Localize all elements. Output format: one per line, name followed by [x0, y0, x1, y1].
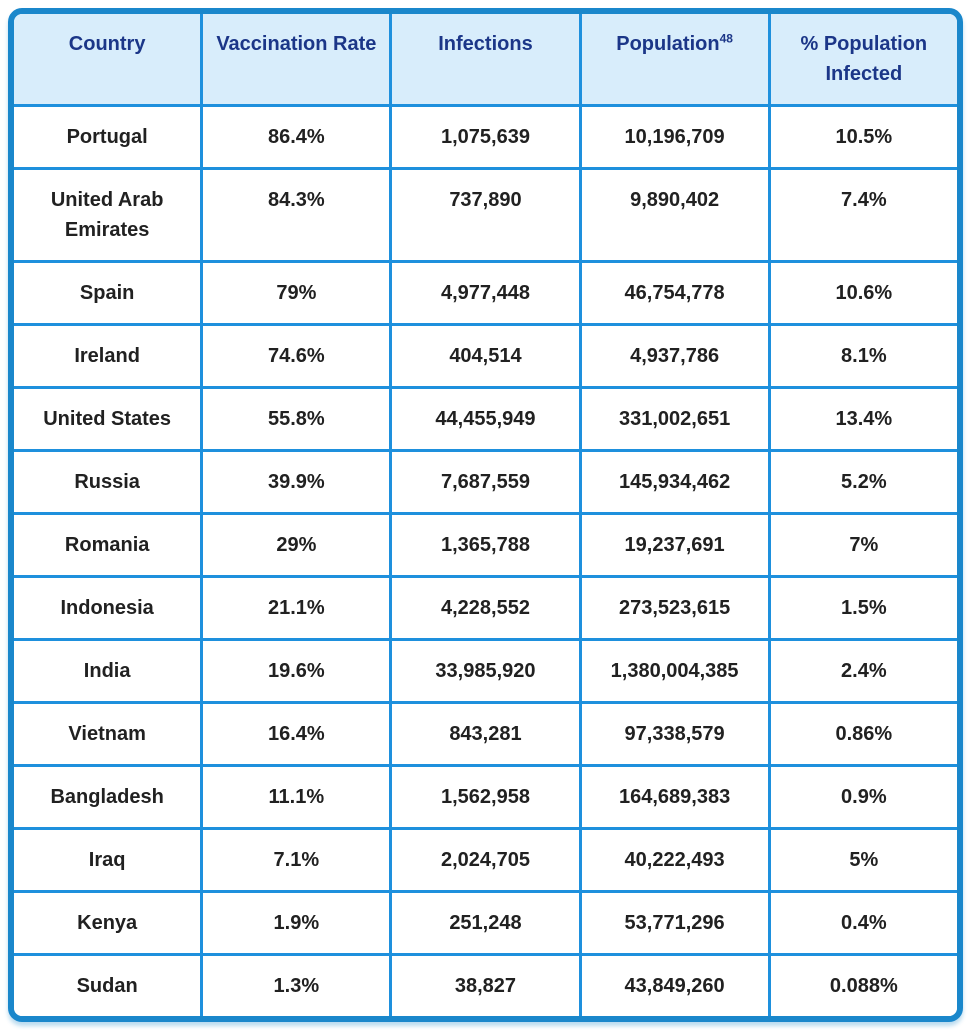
cell-country: Spain	[14, 262, 202, 325]
cell-infections: 4,977,448	[391, 262, 580, 325]
cell-country: Iraq	[14, 829, 202, 892]
cell-population: 19,237,691	[580, 514, 769, 577]
cell-country: Bangladesh	[14, 766, 202, 829]
cell-infections: 404,514	[391, 325, 580, 388]
cell-vaccination-rate: 16.4%	[202, 703, 391, 766]
cell-infections: 251,248	[391, 892, 580, 955]
cell-infections: 7,687,559	[391, 451, 580, 514]
cell-population: 43,849,260	[580, 955, 769, 1017]
column-header-label: Infections	[438, 33, 533, 55]
cell-vaccination-rate: 74.6%	[202, 325, 391, 388]
column-header-label: % Population Infected	[800, 33, 928, 85]
column-header-vaccination-rate	[202, 14, 391, 106]
table-row	[14, 577, 957, 640]
cell-population: 97,338,579	[580, 703, 769, 766]
cell-percent-population-infected: 5.2%	[769, 451, 957, 514]
cell-country: Vietnam	[14, 703, 202, 766]
cell-infections: 843,281	[391, 703, 580, 766]
table-row	[14, 955, 957, 1017]
cell-percent-population-infected: 8.1%	[769, 325, 957, 388]
cell-percent-population-infected: 0.4%	[769, 892, 957, 955]
cell-infections: 1,562,958	[391, 766, 580, 829]
cell-population: 1,380,004,385	[580, 640, 769, 703]
table-row	[14, 262, 957, 325]
cell-country: Kenya	[14, 892, 202, 955]
table-row	[14, 766, 957, 829]
cell-infections: 1,365,788	[391, 514, 580, 577]
table-row	[14, 514, 957, 577]
table-body	[14, 106, 957, 1017]
cell-population: 10,196,709	[580, 106, 769, 169]
table-row	[14, 388, 957, 451]
cell-country: Portugal	[14, 106, 202, 169]
cell-population: 273,523,615	[580, 577, 769, 640]
cell-population: 9,890,402	[580, 169, 769, 262]
column-header-percent-population-infected	[769, 14, 957, 106]
table-row	[14, 325, 957, 388]
covid-vaccination-table	[14, 14, 957, 1016]
cell-population: 53,771,296	[580, 892, 769, 955]
table-row	[14, 451, 957, 514]
cell-population: 40,222,493	[580, 829, 769, 892]
cell-infections: 1,075,639	[391, 106, 580, 169]
table-row	[14, 640, 957, 703]
cell-vaccination-rate: 11.1%	[202, 766, 391, 829]
table-row	[14, 169, 957, 262]
cell-percent-population-infected: 7%	[769, 514, 957, 577]
cell-population: 145,934,462	[580, 451, 769, 514]
cell-country: United States	[14, 388, 202, 451]
column-header-label: Vaccination Rate	[216, 33, 377, 55]
column-header-country	[14, 14, 202, 106]
table-row	[14, 106, 957, 169]
column-header-label: Population	[616, 33, 720, 55]
cell-vaccination-rate: 55.8%	[202, 388, 391, 451]
cell-country: United Arab Emirates	[14, 169, 202, 262]
cell-vaccination-rate: 19.6%	[202, 640, 391, 703]
cell-percent-population-infected: 0.86%	[769, 703, 957, 766]
cell-percent-population-infected: 13.4%	[769, 388, 957, 451]
cell-percent-population-infected: 10.6%	[769, 262, 957, 325]
table-row	[14, 703, 957, 766]
cell-country: Indonesia	[14, 577, 202, 640]
cell-country: Sudan	[14, 955, 202, 1017]
table-header	[14, 14, 957, 106]
table-header-row	[14, 14, 957, 106]
cell-vaccination-rate: 84.3%	[202, 169, 391, 262]
cell-vaccination-rate: 21.1%	[202, 577, 391, 640]
cell-vaccination-rate: 1.9%	[202, 892, 391, 955]
data-table-container	[8, 8, 963, 1022]
cell-vaccination-rate: 79%	[202, 262, 391, 325]
cell-infections: 38,827	[391, 955, 580, 1017]
cell-vaccination-rate: 29%	[202, 514, 391, 577]
cell-vaccination-rate: 1.3%	[202, 955, 391, 1017]
cell-percent-population-infected: 5%	[769, 829, 957, 892]
cell-infections: 4,228,552	[391, 577, 580, 640]
column-header-population	[580, 14, 769, 106]
cell-infections: 33,985,920	[391, 640, 580, 703]
cell-country: Ireland	[14, 325, 202, 388]
cell-infections: 2,024,705	[391, 829, 580, 892]
cell-population: 4,937,786	[580, 325, 769, 388]
cell-population: 331,002,651	[580, 388, 769, 451]
cell-vaccination-rate: 86.4%	[202, 106, 391, 169]
cell-vaccination-rate: 39.9%	[202, 451, 391, 514]
cell-percent-population-infected: 0.9%	[769, 766, 957, 829]
column-header-label: Country	[68, 33, 146, 55]
cell-population: 164,689,383	[580, 766, 769, 829]
cell-percent-population-infected: 0.088%	[769, 955, 957, 1017]
cell-percent-population-infected: 7.4%	[769, 169, 957, 262]
column-header-infections	[391, 14, 580, 106]
cell-infections: 44,455,949	[391, 388, 580, 451]
cell-country: India	[14, 640, 202, 703]
cell-country: Russia	[14, 451, 202, 514]
table-row	[14, 892, 957, 955]
cell-vaccination-rate: 7.1%	[202, 829, 391, 892]
cell-infections: 737,890	[391, 169, 580, 262]
footnote-reference: 48	[719, 31, 733, 46]
cell-country: Romania	[14, 514, 202, 577]
cell-percent-population-infected: 2.4%	[769, 640, 957, 703]
table-row	[14, 829, 957, 892]
cell-percent-population-infected: 1.5%	[769, 577, 957, 640]
cell-population: 46,754,778	[580, 262, 769, 325]
cell-percent-population-infected: 10.5%	[769, 106, 957, 169]
